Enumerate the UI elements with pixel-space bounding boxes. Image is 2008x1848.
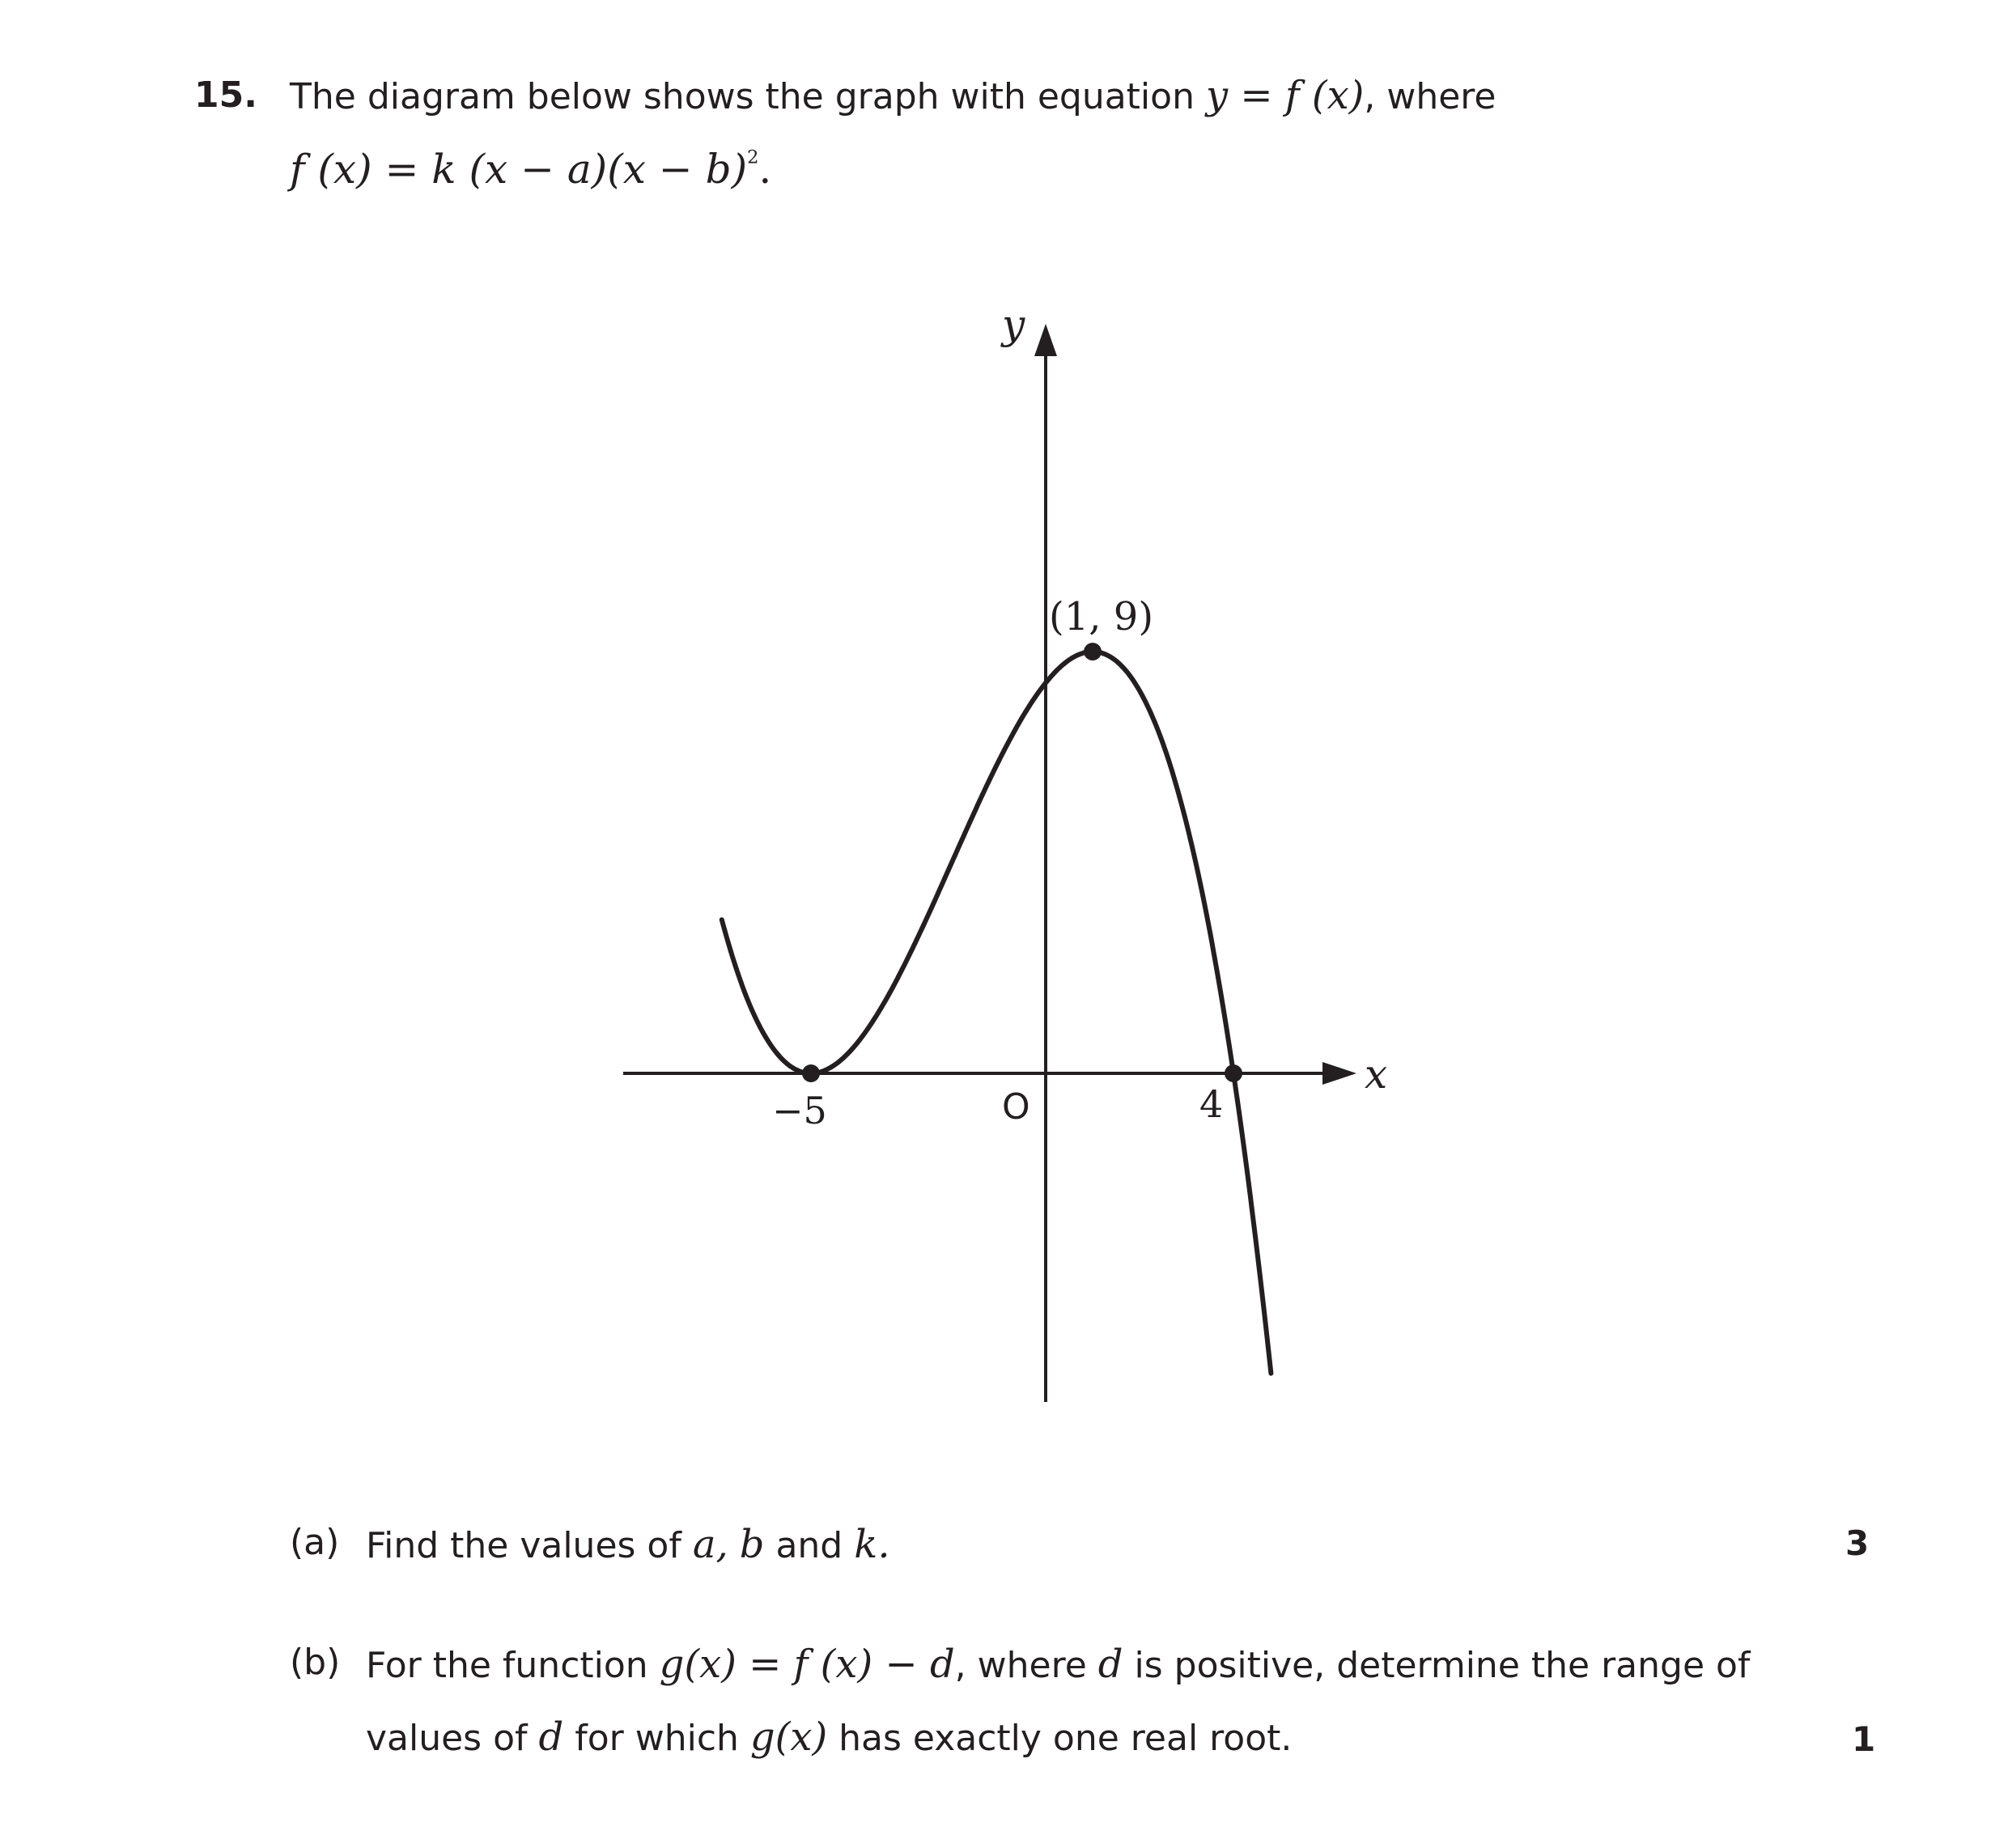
part-b-var-d: d <box>1097 1642 1123 1687</box>
part-a-var-b: b <box>739 1522 765 1567</box>
part-b-equation: g(x) = f (x) − d <box>659 1642 955 1687</box>
part-a-marks: 3 <box>1845 1523 1870 1563</box>
question-number: 15. <box>194 74 257 116</box>
max-point-label: (1, 9) <box>1049 594 1154 639</box>
part-b-equation-2: g(x) <box>749 1714 828 1760</box>
graph-point-0 <box>802 1064 820 1082</box>
question-intro-where: , where <box>1364 76 1496 117</box>
part-b-text-3: is positive, determine the range of <box>1134 1645 1751 1686</box>
function-definition-lhs: f (x) = k (x − a)(x − b) <box>290 146 748 193</box>
part-a-and: and <box>775 1525 843 1566</box>
tick-label-minus5: −5 <box>772 1089 827 1132</box>
x-axis-label: x <box>1365 1051 1388 1098</box>
question-intro-equation: y = f (x) <box>1205 73 1365 118</box>
part-a-text: Find the values of <box>366 1525 681 1566</box>
part-b-marks: 1 <box>1852 1719 1876 1759</box>
part-b-text-5: for which <box>575 1718 739 1759</box>
question-intro-text: The diagram below shows the graph with equation <box>290 76 1195 117</box>
part-a-label: (a) <box>290 1522 340 1563</box>
function-definition-end: . <box>758 146 772 193</box>
origin-label: O <box>1002 1086 1030 1128</box>
y-axis-arrow-icon <box>1034 324 1057 356</box>
part-a-var-k: k. <box>854 1522 890 1567</box>
part-b-label: (b) <box>290 1642 341 1683</box>
part-a-question <box>366 1522 890 1567</box>
part-b-text-4: values of <box>366 1718 528 1759</box>
part-b-text-1: For the function <box>366 1645 648 1686</box>
graph-point-2 <box>1225 1064 1242 1082</box>
part-b-var-d2: d <box>538 1714 564 1760</box>
part-b-question-line1 <box>366 1642 1750 1687</box>
function-definition-exponent: 2 <box>747 147 759 168</box>
graph-point-1 <box>1084 643 1102 661</box>
part-a-var-a: a, <box>692 1522 728 1567</box>
tick-label-4: 4 <box>1199 1082 1224 1126</box>
x-axis-arrow-icon <box>1322 1062 1356 1085</box>
part-b-text-6: has exactly one real root. <box>838 1718 1293 1759</box>
part-b-text-2: , where <box>954 1645 1087 1686</box>
part-b-question-line2 <box>366 1714 1292 1760</box>
function-curve <box>722 652 1271 1374</box>
y-axis-label: y <box>1002 301 1025 348</box>
